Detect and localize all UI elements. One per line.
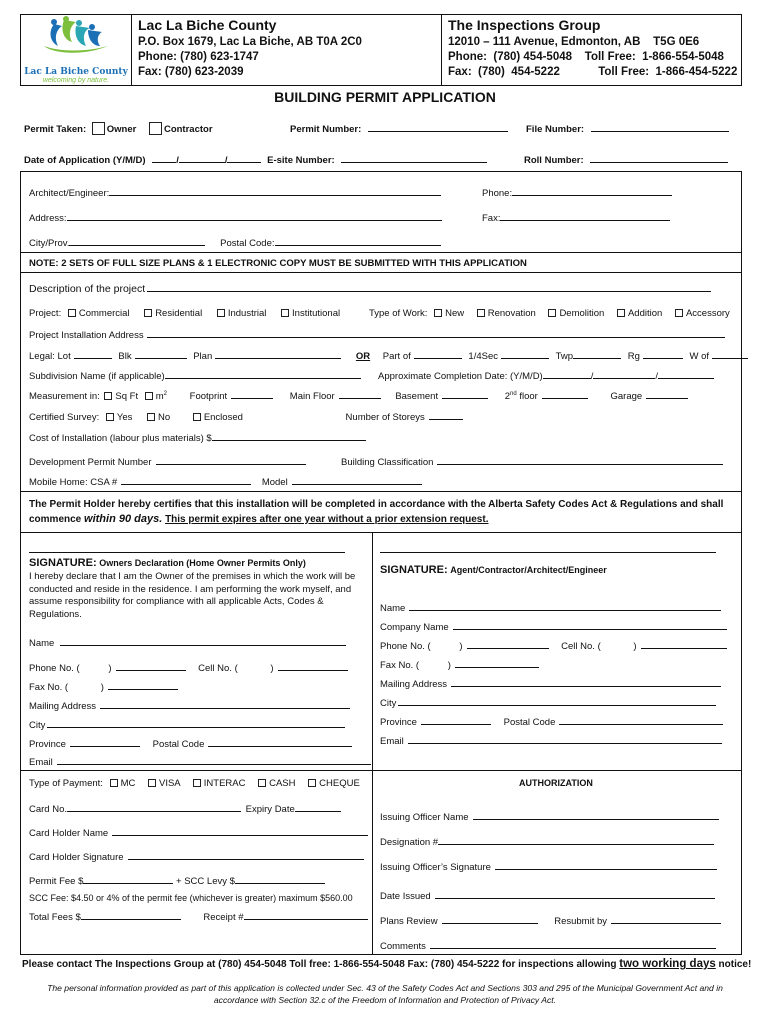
- m2-checkbox[interactable]: [145, 392, 153, 400]
- total-fees-field[interactable]: [81, 910, 181, 920]
- footer-contact-text: Please contact The Inspections Group at (780) 454-5048 Toll free: 1-866-554-5048 Fax: (780) 454-5222 for inspections allowing: [22, 959, 617, 970]
- industrial-label: Industrial: [227, 308, 267, 319]
- mc-checkbox[interactable]: [110, 779, 118, 787]
- divider-note-bottom: [20, 272, 742, 273]
- agent-mailing-row: [380, 677, 721, 690]
- owner-fax-row: Fax No. ( ): [29, 680, 178, 693]
- blk-field[interactable]: [135, 349, 187, 359]
- institutional-checkbox[interactable]: [281, 309, 289, 317]
- county-phone: Phone: (780) 623-1747: [138, 51, 259, 63]
- date-row: Date of Application (Y/M/D) / / E-site Number:: [24, 153, 487, 166]
- footer-notice: notice!: [718, 959, 752, 970]
- declaration-line-4: Regulations.: [29, 608, 82, 620]
- designation-field[interactable]: [438, 835, 714, 845]
- roll-number-row: [524, 153, 728, 166]
- holder-sig-field[interactable]: [128, 850, 364, 860]
- agent-phone-row: Phone No. ( ) Cell No. ( ): [380, 639, 727, 652]
- second-floor-num: 2: [504, 391, 511, 402]
- owner-email-row: [29, 755, 371, 768]
- esite-field[interactable]: [341, 153, 487, 163]
- contractor-label: Contractor: [163, 124, 213, 135]
- permit-taken-label: Permit Taken:: [24, 124, 87, 135]
- owner-mailing-field[interactable]: [100, 699, 350, 709]
- agent-name-field[interactable]: [409, 601, 721, 611]
- resubmit-label: Resubmit by: [554, 916, 608, 927]
- agent-phone-label: Phone No. (: [380, 641, 431, 652]
- holder-name-field[interactable]: [112, 826, 368, 836]
- agent-city-field[interactable]: [398, 696, 716, 706]
- agent-email-row: [380, 734, 722, 747]
- owner-declaration: [29, 571, 355, 621]
- m2-sup: 2: [163, 390, 168, 397]
- residential-label: Residential: [155, 308, 203, 319]
- owner-province-field[interactable]: [70, 737, 140, 747]
- owner-province-row: [29, 737, 352, 750]
- certification-line1: The Permit Holder hereby certifies that this installation will be completed in accordance with the Alberta Safety Codes Act & Regulations and shall: [29, 499, 724, 510]
- payment-type-label: Type of Payment:: [29, 778, 103, 789]
- mobile-home-label: Mobile Home: CSA #: [29, 477, 118, 488]
- subdivision-row: [29, 369, 361, 382]
- agent-postal-field[interactable]: [559, 715, 723, 725]
- garage-label: Garage: [610, 391, 643, 402]
- esite-label: E-site Number:: [267, 155, 335, 166]
- agent-sig-title-row: [380, 564, 607, 576]
- cheque-label: CHEQUE: [319, 778, 360, 789]
- logo-tagline: welcoming by nature.: [42, 77, 110, 84]
- agent-company-label: Company Name: [380, 622, 449, 633]
- owner-email-field[interactable]: [57, 755, 371, 765]
- mobile-home-row: [29, 475, 422, 488]
- agent-mailing-field[interactable]: [451, 677, 721, 687]
- holder-name-row: [29, 826, 368, 839]
- permit-fee-label: Permit Fee $: [29, 876, 84, 887]
- agent-province-row: [380, 715, 723, 728]
- divider-payment-top: [20, 770, 742, 771]
- part-of-field[interactable]: [414, 349, 462, 359]
- contractor-checkbox[interactable]: [149, 122, 162, 135]
- model-label: Model: [261, 477, 288, 488]
- footer-two-working-days: two working days: [619, 958, 716, 970]
- dev-permit-field[interactable]: [156, 455, 306, 465]
- footprint-field[interactable]: [231, 389, 273, 399]
- agent-province-label: Province: [380, 717, 417, 728]
- resubmit-field[interactable]: [611, 914, 721, 924]
- agent-city-label: City: [380, 698, 397, 709]
- lot-field[interactable]: [74, 349, 112, 359]
- building-class-row: [341, 455, 723, 468]
- industrial-checkbox[interactable]: [217, 309, 225, 317]
- mc-label: MC: [120, 778, 136, 789]
- agent-sig-subtitle: Agent/Contractor/Architect/Engineer: [450, 565, 607, 575]
- designation-row: [380, 835, 714, 848]
- project-type-row: [29, 308, 340, 319]
- w-of-label: W of: [689, 351, 710, 362]
- address-row: [29, 211, 442, 224]
- county-info: [138, 17, 362, 80]
- holder-sig-label: Card Holder Signature: [29, 852, 124, 863]
- holder-sig-row: [29, 850, 364, 863]
- building-class-field[interactable]: [437, 455, 723, 465]
- survey-row: [29, 410, 463, 423]
- description-field[interactable]: [147, 282, 711, 292]
- basement-field[interactable]: [442, 389, 488, 399]
- divider-cert-top: [20, 491, 742, 492]
- legal-row: [29, 349, 748, 362]
- file-number-label: File Number:: [526, 124, 585, 135]
- owner-sig-title-row: [29, 557, 306, 569]
- new-checkbox[interactable]: [434, 309, 442, 317]
- w-of-field[interactable]: [712, 349, 748, 359]
- city-label: City/Prov.: [29, 238, 70, 249]
- county-fax: Fax: (780) 623-2039: [138, 66, 244, 78]
- owner-phone-field[interactable]: [116, 661, 186, 671]
- owner-name-field[interactable]: [60, 636, 346, 646]
- cost-field[interactable]: [212, 431, 366, 441]
- postal-field[interactable]: [275, 236, 441, 246]
- main-floor-label: Main Floor: [289, 391, 335, 402]
- certification-text: [29, 497, 734, 527]
- agent-email-field[interactable]: [408, 734, 722, 744]
- agent-postal-label: Postal Code: [503, 717, 556, 728]
- declaration-line-1: I hereby declare that I am the Owner of the premises in which the work will be: [29, 571, 356, 582]
- cash-label: CASH: [269, 778, 296, 789]
- date-issued-row: [380, 889, 715, 902]
- owner-city-label: City: [29, 720, 46, 731]
- contact-phone-row: [482, 186, 672, 199]
- installation-address-label: Project Installation Address: [29, 330, 144, 341]
- officer-name-field[interactable]: [473, 810, 719, 820]
- contact-phone-label: Phone:: [482, 188, 513, 199]
- officer-sig-field[interactable]: [495, 860, 717, 870]
- permit-number-label: Permit Number:: [290, 124, 362, 135]
- or-label: OR: [355, 351, 371, 362]
- storeys-label: Number of Storeys: [345, 412, 425, 423]
- city-field[interactable]: [69, 236, 205, 246]
- owner-city-row: [29, 718, 345, 731]
- blk-label: Blk: [118, 351, 132, 362]
- owner-city-field[interactable]: [47, 718, 345, 728]
- quarter-sec-label: 1/4Sec: [468, 351, 498, 362]
- accessory-checkbox[interactable]: [675, 309, 683, 317]
- architect-row: [29, 186, 441, 199]
- description-row: [29, 282, 711, 295]
- form-title: BUILDING PERMIT APPLICATION: [274, 89, 496, 105]
- designation-label: Designation #: [380, 837, 439, 848]
- declaration-line-2: conducted and reside in the residence. I am performing the work myself, and: [29, 583, 352, 595]
- completion-date-row: Approximate Completion Date: (Y/M/D) / /: [378, 369, 714, 382]
- permit-taken-row: [24, 122, 213, 135]
- authorization-title: AUTHORIZATION: [519, 778, 593, 788]
- commercial-label: Commercial: [78, 308, 130, 319]
- scc-fee-note: SCC Fee: $4.50 or 4% of the permit fee (whichever is greater) maximum $560.00: [29, 893, 353, 903]
- owner-postal-field[interactable]: [208, 737, 352, 747]
- demolition-checkbox[interactable]: [548, 309, 556, 317]
- logo-figures-icon: [24, 16, 128, 64]
- owner-phone-label: Phone No. (: [29, 663, 80, 674]
- owner-checkbox[interactable]: [92, 122, 105, 135]
- basement-label: Basement: [395, 391, 439, 402]
- second-floor-label: floor: [519, 391, 538, 402]
- owner-province-label: Province: [29, 739, 66, 750]
- contact-fax-row: [482, 211, 670, 224]
- survey-yes-checkbox[interactable]: [106, 413, 114, 421]
- enclosed-label: Enclosed: [203, 412, 243, 423]
- card-no-field[interactable]: [67, 802, 241, 812]
- date-year-field[interactable]: [152, 153, 176, 163]
- header-divider-2: [441, 14, 442, 86]
- architect-field[interactable]: [109, 186, 441, 196]
- receipt-label: Receipt #: [203, 912, 244, 923]
- agent-company-field[interactable]: [453, 620, 727, 630]
- logo-name: Lac La Biche County: [24, 67, 128, 77]
- owner-fax-field[interactable]: [108, 680, 178, 690]
- agent-name-label: Name: [380, 603, 406, 614]
- inspections-info: [448, 17, 737, 80]
- project-label: Project:: [29, 308, 62, 319]
- twp-field[interactable]: [573, 349, 621, 359]
- privacy-line-1: The personal information provided as part of this application is collected under Sec. 43 of the Safety Codes Act and Sections 303 and 295 of the Municipal Government Act and in: [47, 983, 723, 993]
- sqft-label: Sq Ft: [115, 391, 139, 402]
- header-divider-1: [131, 14, 132, 86]
- visa-checkbox[interactable]: [148, 779, 156, 787]
- dev-permit-label: Development Permit Number: [29, 457, 152, 468]
- permit-fee-row: [29, 874, 325, 887]
- interac-label: INTERAC: [203, 778, 246, 789]
- date-issued-label: Date Issued: [380, 891, 431, 902]
- footer-contact: [22, 958, 751, 970]
- building-class-label: Building Classification: [341, 457, 434, 468]
- survey-no-checkbox[interactable]: [147, 413, 155, 421]
- cheque-checkbox[interactable]: [308, 779, 316, 787]
- accessory-label: Accessory: [685, 308, 730, 319]
- garage-field[interactable]: [646, 389, 688, 399]
- owner-name-label: Name: [29, 638, 55, 649]
- agent-mailing-label: Mailing Address: [380, 679, 448, 690]
- main-floor-field[interactable]: [339, 389, 381, 399]
- renovation-label: Renovation: [487, 308, 536, 319]
- payment-divider: [372, 770, 373, 955]
- permit-fee-field[interactable]: [83, 874, 173, 884]
- legal-lot-label: Legal: Lot: [29, 351, 71, 362]
- permit-number-row: [290, 122, 508, 135]
- subdivision-label: Subdivision Name (if applicable): [29, 371, 165, 382]
- city-row: [29, 236, 441, 249]
- owner-cell-label: Cell No. (: [198, 663, 238, 674]
- survey-no-label: No: [158, 412, 171, 423]
- second-floor-sup: nd: [510, 390, 517, 397]
- plans-review-row: [380, 914, 721, 927]
- receipt-field[interactable]: [244, 910, 368, 920]
- enclosed-checkbox[interactable]: [193, 413, 201, 421]
- card-no-row: [29, 802, 341, 815]
- owner-sig-subtitle: Owners Declaration (Home Owner Permits Only): [99, 558, 306, 568]
- sqft-checkbox[interactable]: [104, 392, 112, 400]
- owner-sig-title: SIGNATURE:: [29, 557, 97, 569]
- new-label: New: [445, 308, 465, 319]
- county-title: Lac La Biche County: [138, 17, 277, 33]
- m2-label: m: [155, 391, 164, 402]
- owner-cell-field[interactable]: [278, 661, 348, 671]
- cash-checkbox[interactable]: [258, 779, 266, 787]
- cert-commence: commence: [29, 514, 82, 525]
- agent-province-field[interactable]: [421, 715, 491, 725]
- permit-number-field[interactable]: [368, 122, 508, 132]
- date-month-field[interactable]: [179, 153, 225, 163]
- sig-divider: [372, 532, 373, 770]
- roll-number-field[interactable]: [590, 153, 728, 163]
- storeys-field[interactable]: [429, 410, 463, 420]
- inspections-fax: Fax: (780) 454-5222 Toll Free: 1-866-454-5222: [448, 66, 738, 78]
- plan-field[interactable]: [215, 349, 341, 359]
- completion-month-field[interactable]: [593, 369, 655, 379]
- expiry-field[interactable]: [295, 802, 341, 812]
- postal-label: Postal Code:: [220, 238, 275, 249]
- agent-cell-label: Cell No. (: [561, 641, 601, 652]
- twp-label: Twp: [555, 351, 574, 362]
- inspections-title: The Inspections Group: [448, 17, 601, 33]
- owner-fax-label: Fax No. (: [29, 682, 69, 693]
- work-type-label: Type of Work:: [369, 308, 428, 319]
- addition-checkbox[interactable]: [617, 309, 625, 317]
- survey-label: Certified Survey:: [29, 412, 100, 423]
- privacy-notice: [0, 982, 770, 1006]
- installation-address-row: [29, 328, 725, 341]
- file-number-row: [526, 122, 729, 135]
- interac-checkbox[interactable]: [193, 779, 201, 787]
- address-field[interactable]: [67, 211, 442, 221]
- owner-label: Owner: [106, 124, 137, 135]
- cert-expiry: This permit expires after one year without a prior extension request.: [165, 514, 489, 525]
- model-field[interactable]: [292, 475, 422, 485]
- installation-address-field[interactable]: [147, 328, 725, 338]
- demolition-label: Demolition: [559, 308, 605, 319]
- completion-year-field[interactable]: [543, 369, 591, 379]
- subdivision-field[interactable]: [165, 369, 361, 379]
- agent-name-row: [380, 601, 721, 614]
- declaration-line-3: assume responsibility for compliance with all applicable Acts, Codes &: [29, 596, 324, 607]
- inspections-address: 12010 – 111 Avenue, Edmonton, AB T5G 0E6: [448, 36, 700, 48]
- owner-postal-label: Postal Code: [152, 739, 205, 750]
- inspections-phone: Phone: (780) 454-5048 Toll Free: 1-866-554-5048: [448, 51, 724, 63]
- officer-name-row: [380, 810, 719, 823]
- addition-label: Addition: [627, 308, 663, 319]
- agent-company-row: [380, 620, 727, 633]
- date-label: Date of Application (Y/M/D): [24, 155, 146, 166]
- expiry-label: Expiry Date: [245, 804, 295, 815]
- contact-fax-label: Fax:: [482, 213, 501, 224]
- agent-phone-field[interactable]: [467, 639, 549, 649]
- address-label: Address:: [29, 213, 67, 224]
- description-label: Description of the project: [29, 283, 146, 295]
- comments-row: [380, 939, 716, 952]
- institutional-label: Institutional: [292, 308, 341, 319]
- rg-label: Rg: [627, 351, 640, 362]
- cert-90-days: within 90 days.: [84, 513, 163, 525]
- rg-field[interactable]: [643, 349, 683, 359]
- completion-day-field[interactable]: [658, 369, 714, 379]
- date-day-field[interactable]: [227, 153, 261, 163]
- work-type-row: [369, 308, 730, 319]
- date-issued-field[interactable]: [435, 889, 715, 899]
- agent-sig-title: SIGNATURE:: [380, 564, 448, 576]
- divider-note-top: [20, 252, 742, 253]
- part-of-label: Part of: [382, 351, 411, 362]
- dev-permit-row: [29, 455, 306, 468]
- file-number-field[interactable]: [591, 122, 729, 132]
- holder-name-label: Card Holder Name: [29, 828, 109, 839]
- visa-label: VISA: [159, 778, 181, 789]
- payment-type-row: [29, 778, 360, 789]
- owner-signature-line[interactable]: [29, 543, 345, 556]
- roll-number-label: Roll Number:: [524, 155, 584, 166]
- csa-field[interactable]: [121, 475, 251, 485]
- total-fees-label: Total Fees $: [29, 912, 81, 923]
- comments-field[interactable]: [430, 939, 716, 949]
- residential-checkbox[interactable]: [144, 309, 152, 317]
- contact-phone-field[interactable]: [512, 186, 672, 196]
- survey-yes-label: Yes: [116, 412, 133, 423]
- agent-email-label: Email: [380, 736, 404, 747]
- scc-levy-label: + SCC Levy $: [176, 876, 235, 887]
- owner-mailing-row: [29, 699, 350, 712]
- certification-line2: [29, 512, 734, 527]
- measurement-label: Measurement in:: [29, 391, 100, 402]
- agent-fax-field[interactable]: [455, 658, 539, 668]
- owner-name-row: [29, 636, 346, 649]
- plan-label: Plan: [193, 351, 213, 362]
- county-address: P.O. Box 1679, Lac La Biche, AB T0A 2C0: [138, 36, 362, 48]
- comments-label: Comments: [380, 941, 426, 952]
- renovation-checkbox[interactable]: [477, 309, 485, 317]
- owner-mailing-label: Mailing Address: [29, 701, 97, 712]
- agent-fax-label: Fax No. (: [380, 660, 420, 671]
- owner-phone-row: Phone No. ( ) Cell No. ( ): [29, 661, 348, 674]
- contact-fax-field[interactable]: [500, 211, 670, 221]
- card-no-label: Card No.: [29, 804, 68, 815]
- architect-label: Architect/Engineer:: [29, 188, 110, 199]
- plans-review-label: Plans Review: [380, 916, 438, 927]
- measurement-row: [29, 389, 688, 402]
- scc-levy-field[interactable]: [235, 874, 325, 884]
- agent-fax-row: Fax No. ( ): [380, 658, 539, 671]
- officer-name-label: Issuing Officer Name: [380, 812, 469, 823]
- divider-sig-top: [20, 532, 742, 533]
- owner-email-label: Email: [29, 757, 53, 768]
- note-text: NOTE: 2 SETS OF FULL SIZE PLANS & 1 ELECTRONIC COPY MUST BE SUBMITTED WITH THIS APPLICATION: [29, 258, 527, 269]
- cost-row: [29, 431, 366, 444]
- privacy-line-2: accordance with Section 32.c of the Freedom of Information and Protection of Privacy Act.: [213, 995, 557, 1005]
- cost-label: Cost of Installation (labour plus materials) $: [29, 433, 212, 444]
- agent-cell-field[interactable]: [641, 639, 727, 649]
- total-fees-row: [29, 910, 368, 923]
- officer-sig-label: Issuing Officer’s Signature: [380, 862, 491, 873]
- completion-date-label: Approximate Completion Date: (Y/M/D): [378, 371, 543, 382]
- quarter-sec-field[interactable]: [501, 349, 549, 359]
- footprint-label: Footprint: [189, 391, 228, 402]
- commercial-checkbox[interactable]: [68, 309, 76, 317]
- agent-signature-line[interactable]: [380, 543, 716, 556]
- plans-review-field[interactable]: [442, 914, 538, 924]
- second-floor-field[interactable]: [542, 389, 588, 399]
- agent-city-row: [380, 696, 716, 709]
- county-logo: [24, 16, 128, 84]
- officer-sig-row: [380, 860, 717, 873]
